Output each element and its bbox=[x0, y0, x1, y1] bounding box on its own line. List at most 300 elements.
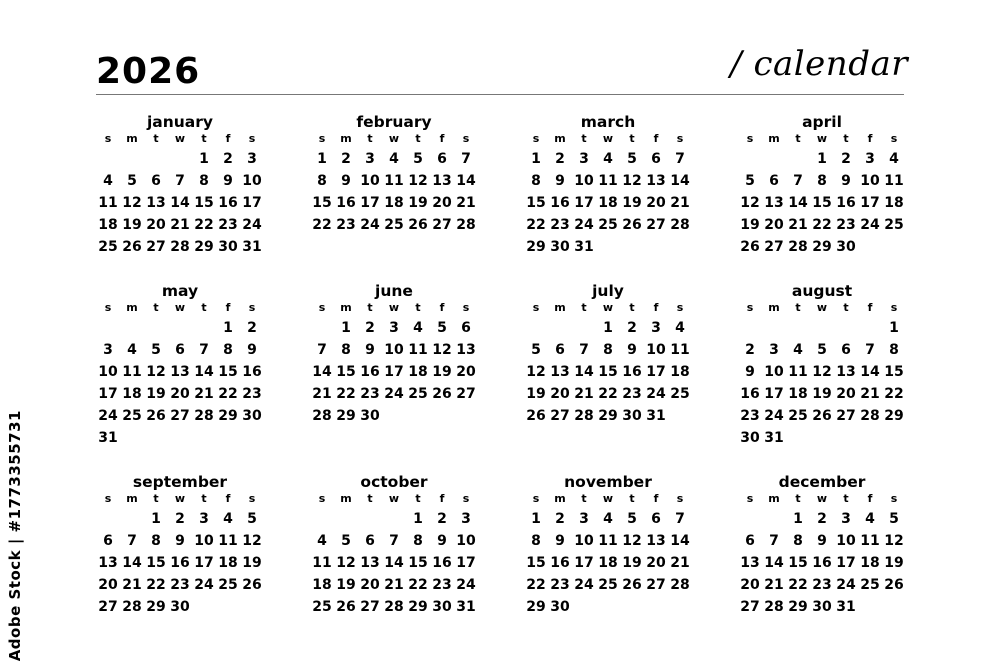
day-cell: 4 bbox=[223, 511, 233, 527]
day-cell: 2 bbox=[555, 511, 565, 527]
day-cell: 8 bbox=[793, 533, 803, 549]
day-cell: 12 bbox=[622, 533, 642, 549]
day-cell: 3 bbox=[769, 342, 779, 358]
day-cell: 6 bbox=[745, 533, 755, 549]
day-cell: 10 bbox=[764, 364, 784, 380]
weekday-label: f bbox=[439, 492, 445, 505]
month-june bbox=[310, 281, 478, 441]
day-cell: 4 bbox=[603, 511, 613, 527]
day-cell: 18 bbox=[312, 577, 332, 593]
day-cell: 6 bbox=[651, 511, 661, 527]
day-cell: 16 bbox=[622, 364, 642, 380]
day-cell: 17 bbox=[574, 555, 594, 571]
day-cell: 3 bbox=[103, 342, 113, 358]
day-cell: 13 bbox=[98, 555, 118, 571]
day-cell: 28 bbox=[194, 408, 214, 424]
day-cell: 14 bbox=[194, 364, 214, 380]
day-cell: 3 bbox=[651, 320, 661, 336]
day-cell: 31 bbox=[764, 430, 784, 446]
day-cell: 18 bbox=[122, 386, 142, 402]
day-cell: 27 bbox=[550, 408, 570, 424]
day-cell: 25 bbox=[384, 217, 404, 233]
day-cell: 7 bbox=[317, 342, 327, 358]
day-cell: 12 bbox=[408, 173, 428, 189]
day-cell: 21 bbox=[574, 386, 594, 402]
day-cell: 12 bbox=[432, 342, 452, 358]
day-cell: 13 bbox=[836, 364, 856, 380]
weekday-label: s bbox=[532, 132, 540, 145]
month-name: october bbox=[360, 473, 428, 491]
day-cell: 12 bbox=[884, 533, 904, 549]
month-name: august bbox=[791, 282, 853, 300]
day-cell: 2 bbox=[817, 511, 827, 527]
weekday-label: t bbox=[201, 492, 207, 505]
day-cell: 7 bbox=[793, 173, 803, 189]
weekday-label: f bbox=[225, 492, 231, 505]
day-cell: 2 bbox=[437, 511, 447, 527]
day-cell: 19 bbox=[884, 555, 904, 571]
weekday-label: s bbox=[462, 301, 470, 314]
month-name: april bbox=[802, 113, 842, 131]
day-cell: 10 bbox=[836, 533, 856, 549]
calendar-subtitle: / calendar bbox=[730, 44, 908, 84]
weekday-label: t bbox=[415, 132, 421, 145]
year-title: 2026 bbox=[96, 51, 201, 92]
weekday-label: t bbox=[153, 492, 159, 505]
day-cell: 27 bbox=[764, 239, 784, 255]
weekday-label: t bbox=[795, 132, 801, 145]
day-cell: 7 bbox=[675, 511, 685, 527]
day-cell: 7 bbox=[675, 151, 685, 167]
month-may bbox=[96, 281, 264, 446]
day-cell: 26 bbox=[122, 239, 142, 255]
day-cell: 7 bbox=[579, 342, 589, 358]
day-cell: 8 bbox=[341, 342, 351, 358]
weekday-label: m bbox=[340, 132, 352, 145]
day-cell: 9 bbox=[247, 342, 257, 358]
day-cell: 23 bbox=[836, 217, 856, 233]
day-cell: 19 bbox=[408, 195, 428, 211]
day-cell: 13 bbox=[550, 364, 570, 380]
day-cell: 14 bbox=[170, 195, 190, 211]
weekday-label: t bbox=[367, 301, 373, 314]
day-cell: 17 bbox=[764, 386, 784, 402]
day-cell: 27 bbox=[98, 599, 118, 615]
day-cell: 24 bbox=[194, 577, 214, 593]
day-cell: 1 bbox=[199, 151, 209, 167]
day-cell: 5 bbox=[247, 511, 257, 527]
day-cell: 28 bbox=[122, 599, 142, 615]
day-cell: 30 bbox=[550, 599, 570, 615]
day-cell: 4 bbox=[603, 151, 613, 167]
weekday-label: t bbox=[843, 492, 849, 505]
day-cell: 21 bbox=[170, 217, 190, 233]
weekday-label: m bbox=[126, 492, 138, 505]
day-cell: 5 bbox=[627, 151, 637, 167]
day-cell: 3 bbox=[199, 511, 209, 527]
month-july bbox=[524, 281, 692, 441]
weekday-label: f bbox=[867, 132, 873, 145]
weekday-label: f bbox=[653, 301, 659, 314]
day-cell: 21 bbox=[764, 577, 784, 593]
day-cell: 1 bbox=[413, 511, 423, 527]
day-cell: 25 bbox=[122, 408, 142, 424]
day-cell: 30 bbox=[218, 239, 238, 255]
day-cell: 16 bbox=[550, 555, 570, 571]
day-cell: 6 bbox=[769, 173, 779, 189]
day-cell: 10 bbox=[242, 173, 262, 189]
day-cell: 11 bbox=[384, 173, 404, 189]
day-cell: 6 bbox=[651, 151, 661, 167]
day-cell: 22 bbox=[812, 217, 832, 233]
day-cell: 30 bbox=[622, 408, 642, 424]
day-cell: 10 bbox=[456, 533, 476, 549]
day-cell: 9 bbox=[555, 533, 565, 549]
day-cell: 9 bbox=[555, 173, 565, 189]
day-cell: 20 bbox=[146, 217, 166, 233]
day-cell: 23 bbox=[550, 577, 570, 593]
month-february bbox=[310, 112, 478, 272]
day-cell: 9 bbox=[841, 173, 851, 189]
month-name: december bbox=[778, 473, 866, 491]
weekday-label: s bbox=[248, 301, 256, 314]
weekday-label: t bbox=[415, 492, 421, 505]
day-cell: 14 bbox=[788, 195, 808, 211]
day-cell: 24 bbox=[836, 577, 856, 593]
day-cell: 25 bbox=[860, 577, 880, 593]
day-cell: 21 bbox=[456, 195, 476, 211]
day-cell: 10 bbox=[194, 533, 214, 549]
day-cell: 14 bbox=[456, 173, 476, 189]
day-cell: 7 bbox=[769, 533, 779, 549]
day-cell: 23 bbox=[550, 217, 570, 233]
weekday-label: s bbox=[890, 132, 898, 145]
day-cell: 9 bbox=[341, 173, 351, 189]
day-cell: 13 bbox=[646, 533, 666, 549]
weekday-label: s bbox=[248, 132, 256, 145]
day-cell: 7 bbox=[199, 342, 209, 358]
day-cell: 4 bbox=[389, 151, 399, 167]
day-cell: 15 bbox=[408, 555, 428, 571]
day-cell: 21 bbox=[122, 577, 142, 593]
weekday-label: f bbox=[225, 301, 231, 314]
day-cell: 18 bbox=[408, 364, 428, 380]
day-cell: 18 bbox=[860, 555, 880, 571]
day-cell: 24 bbox=[860, 217, 880, 233]
month-name: june bbox=[375, 282, 413, 300]
weekday-label: t bbox=[153, 132, 159, 145]
day-cell: 12 bbox=[146, 364, 166, 380]
day-cell: 20 bbox=[646, 195, 666, 211]
day-cell: 26 bbox=[622, 217, 642, 233]
day-cell: 11 bbox=[218, 533, 238, 549]
day-cell: 8 bbox=[889, 342, 899, 358]
day-cell: 10 bbox=[860, 173, 880, 189]
day-cell: 13 bbox=[456, 342, 476, 358]
day-cell: 1 bbox=[817, 151, 827, 167]
day-cell: 15 bbox=[598, 364, 618, 380]
day-cell: 20 bbox=[764, 217, 784, 233]
day-cell: 31 bbox=[98, 430, 118, 446]
day-cell: 16 bbox=[336, 195, 356, 211]
day-cell: 20 bbox=[456, 364, 476, 380]
day-cell: 18 bbox=[670, 364, 690, 380]
day-cell: 2 bbox=[627, 320, 637, 336]
day-cell: 5 bbox=[437, 320, 447, 336]
day-cell: 24 bbox=[764, 408, 784, 424]
weekday-label: m bbox=[554, 301, 566, 314]
weekday-label: f bbox=[867, 301, 873, 314]
day-cell: 22 bbox=[146, 577, 166, 593]
weekday-label: f bbox=[867, 492, 873, 505]
day-cell: 22 bbox=[336, 386, 356, 402]
weekday-label: w bbox=[174, 301, 186, 314]
weekday-label: f bbox=[439, 301, 445, 314]
day-cell: 20 bbox=[170, 386, 190, 402]
day-cell: 4 bbox=[865, 511, 875, 527]
day-cell: 21 bbox=[384, 577, 404, 593]
day-cell: 16 bbox=[836, 195, 856, 211]
day-cell: 30 bbox=[360, 408, 380, 424]
day-cell: 16 bbox=[432, 555, 452, 571]
weekday-label: t bbox=[581, 132, 587, 145]
weekday-label: m bbox=[768, 132, 780, 145]
day-cell: 21 bbox=[670, 195, 690, 211]
day-cell: 6 bbox=[461, 320, 471, 336]
day-cell: 22 bbox=[312, 217, 332, 233]
day-cell: 19 bbox=[622, 555, 642, 571]
day-cell: 11 bbox=[598, 173, 618, 189]
day-cell: 18 bbox=[384, 195, 404, 211]
weekday-label: s bbox=[104, 301, 112, 314]
weekday-label: f bbox=[439, 132, 445, 145]
month-march bbox=[524, 112, 692, 272]
day-cell: 24 bbox=[646, 386, 666, 402]
day-cell: 28 bbox=[170, 239, 190, 255]
weekday-label: s bbox=[746, 492, 754, 505]
day-cell: 5 bbox=[127, 173, 137, 189]
weekday-label: s bbox=[104, 132, 112, 145]
day-cell: 14 bbox=[384, 555, 404, 571]
day-cell: 21 bbox=[860, 386, 880, 402]
day-cell: 18 bbox=[218, 555, 238, 571]
day-cell: 1 bbox=[531, 511, 541, 527]
weekday-label: t bbox=[201, 132, 207, 145]
weekday-label: f bbox=[653, 132, 659, 145]
weekday-label: t bbox=[367, 132, 373, 145]
day-cell: 10 bbox=[360, 173, 380, 189]
day-cell: 11 bbox=[312, 555, 332, 571]
day-cell: 27 bbox=[360, 599, 380, 615]
day-cell: 29 bbox=[526, 239, 546, 255]
day-cell: 17 bbox=[98, 386, 118, 402]
day-cell: 7 bbox=[865, 342, 875, 358]
day-cell: 21 bbox=[788, 217, 808, 233]
weekday-label: m bbox=[768, 301, 780, 314]
weekday-label: s bbox=[676, 132, 684, 145]
day-cell: 17 bbox=[860, 195, 880, 211]
weekday-label: t bbox=[367, 492, 373, 505]
month-name: january bbox=[146, 113, 214, 131]
weekday-label: w bbox=[174, 132, 186, 145]
day-cell: 13 bbox=[646, 173, 666, 189]
day-cell: 24 bbox=[360, 217, 380, 233]
day-cell: 23 bbox=[740, 408, 760, 424]
day-cell: 23 bbox=[432, 577, 452, 593]
day-cell: 2 bbox=[175, 511, 185, 527]
month-name: september bbox=[132, 473, 228, 491]
weekday-label: s bbox=[462, 492, 470, 505]
weekday-label: t bbox=[629, 132, 635, 145]
day-cell: 16 bbox=[170, 555, 190, 571]
day-cell: 14 bbox=[574, 364, 594, 380]
day-cell: 26 bbox=[242, 577, 262, 593]
weekday-label: w bbox=[816, 301, 828, 314]
weekday-label: w bbox=[816, 492, 828, 505]
day-cell: 28 bbox=[764, 599, 784, 615]
day-cell: 16 bbox=[740, 386, 760, 402]
day-cell: 9 bbox=[437, 533, 447, 549]
day-cell: 1 bbox=[223, 320, 233, 336]
day-cell: 1 bbox=[341, 320, 351, 336]
day-cell: 27 bbox=[646, 217, 666, 233]
day-cell: 29 bbox=[884, 408, 904, 424]
day-cell: 22 bbox=[408, 577, 428, 593]
weekday-label: s bbox=[318, 301, 326, 314]
day-cell: 24 bbox=[242, 217, 262, 233]
day-cell: 12 bbox=[526, 364, 546, 380]
day-cell: 1 bbox=[317, 151, 327, 167]
day-cell: 25 bbox=[788, 408, 808, 424]
stock-watermark-text: Adobe Stock | #1773355731 bbox=[6, 409, 24, 661]
day-cell: 14 bbox=[312, 364, 332, 380]
day-cell: 15 bbox=[194, 195, 214, 211]
day-cell: 14 bbox=[764, 555, 784, 571]
day-cell: 16 bbox=[812, 555, 832, 571]
day-cell: 1 bbox=[889, 320, 899, 336]
day-cell: 8 bbox=[413, 533, 423, 549]
day-cell: 29 bbox=[812, 239, 832, 255]
day-cell: 10 bbox=[574, 533, 594, 549]
weekday-label: w bbox=[602, 132, 614, 145]
weekday-label: w bbox=[602, 492, 614, 505]
day-cell: 15 bbox=[146, 555, 166, 571]
day-cell: 12 bbox=[740, 195, 760, 211]
weekday-label: s bbox=[318, 492, 326, 505]
day-cell: 16 bbox=[550, 195, 570, 211]
day-cell: 26 bbox=[622, 577, 642, 593]
weekday-label: t bbox=[629, 492, 635, 505]
day-cell: 8 bbox=[531, 173, 541, 189]
day-cell: 25 bbox=[218, 577, 238, 593]
day-cell: 5 bbox=[341, 533, 351, 549]
day-cell: 16 bbox=[242, 364, 262, 380]
weekday-label: t bbox=[795, 301, 801, 314]
month-january bbox=[96, 112, 264, 272]
day-cell: 22 bbox=[884, 386, 904, 402]
day-cell: 6 bbox=[841, 342, 851, 358]
weekday-label: s bbox=[532, 301, 540, 314]
day-cell: 25 bbox=[884, 217, 904, 233]
day-cell: 12 bbox=[242, 533, 262, 549]
day-cell: 22 bbox=[788, 577, 808, 593]
day-cell: 9 bbox=[175, 533, 185, 549]
day-cell: 13 bbox=[170, 364, 190, 380]
day-cell: 10 bbox=[646, 342, 666, 358]
month-august bbox=[738, 281, 906, 446]
weekday-label: s bbox=[462, 132, 470, 145]
day-cell: 7 bbox=[389, 533, 399, 549]
weekday-label: s bbox=[676, 301, 684, 314]
day-cell: 30 bbox=[242, 408, 262, 424]
day-cell: 3 bbox=[865, 151, 875, 167]
day-cell: 2 bbox=[223, 151, 233, 167]
day-cell: 30 bbox=[432, 599, 452, 615]
month-name: february bbox=[356, 113, 432, 131]
day-cell: 24 bbox=[456, 577, 476, 593]
weekday-label: t bbox=[415, 301, 421, 314]
day-cell: 3 bbox=[461, 511, 471, 527]
day-cell: 26 bbox=[526, 408, 546, 424]
day-cell: 28 bbox=[312, 408, 332, 424]
day-cell: 27 bbox=[646, 577, 666, 593]
day-cell: 2 bbox=[365, 320, 375, 336]
day-cell: 20 bbox=[836, 386, 856, 402]
day-cell: 19 bbox=[122, 217, 142, 233]
day-cell: 24 bbox=[574, 217, 594, 233]
day-cell: 19 bbox=[526, 386, 546, 402]
day-cell: 5 bbox=[151, 342, 161, 358]
day-cell: 29 bbox=[218, 408, 238, 424]
day-cell: 21 bbox=[670, 555, 690, 571]
day-cell: 1 bbox=[793, 511, 803, 527]
weekday-label: w bbox=[388, 492, 400, 505]
weekday-label: w bbox=[174, 492, 186, 505]
day-cell: 8 bbox=[603, 342, 613, 358]
day-cell: 15 bbox=[218, 364, 238, 380]
weekday-label: t bbox=[581, 492, 587, 505]
day-cell: 24 bbox=[384, 386, 404, 402]
day-cell: 25 bbox=[598, 577, 618, 593]
day-cell: 2 bbox=[841, 151, 851, 167]
day-cell: 3 bbox=[579, 151, 589, 167]
day-cell: 23 bbox=[170, 577, 190, 593]
weekday-label: s bbox=[248, 492, 256, 505]
day-cell: 25 bbox=[598, 217, 618, 233]
weekday-label: s bbox=[318, 132, 326, 145]
day-cell: 25 bbox=[98, 239, 118, 255]
day-cell: 1 bbox=[151, 511, 161, 527]
day-cell: 25 bbox=[312, 599, 332, 615]
day-cell: 17 bbox=[646, 364, 666, 380]
day-cell: 10 bbox=[574, 173, 594, 189]
day-cell: 27 bbox=[456, 386, 476, 402]
day-cell: 28 bbox=[670, 577, 690, 593]
day-cell: 12 bbox=[812, 364, 832, 380]
day-cell: 8 bbox=[531, 533, 541, 549]
month-name: july bbox=[592, 282, 624, 300]
day-cell: 8 bbox=[317, 173, 327, 189]
day-cell: 1 bbox=[531, 151, 541, 167]
day-cell: 18 bbox=[598, 195, 618, 211]
weekday-label: w bbox=[388, 132, 400, 145]
day-cell: 17 bbox=[384, 364, 404, 380]
day-cell: 26 bbox=[432, 386, 452, 402]
day-cell: 30 bbox=[740, 430, 760, 446]
day-cell: 11 bbox=[122, 364, 142, 380]
day-cell: 3 bbox=[247, 151, 257, 167]
day-cell: 31 bbox=[242, 239, 262, 255]
